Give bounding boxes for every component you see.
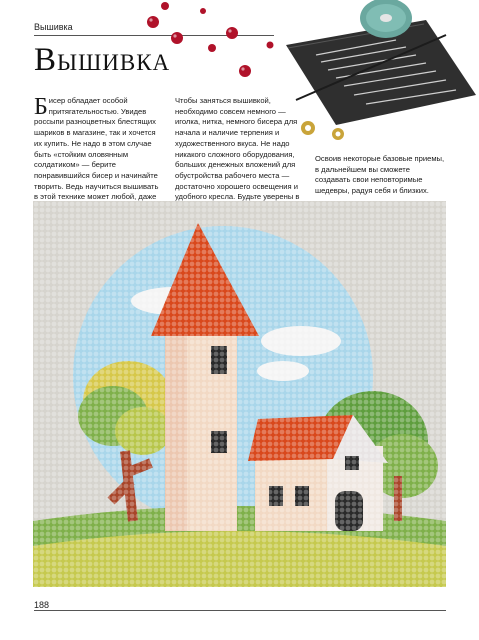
column-2-text: Чтобы заняться вышивкой, необходимо совсем немного — иголка, нитка, немного бисера для начала и наличие терпения и художественного вкуса. Не надо никакого сложного оборудования, больших денежных вложений для обустройства рабочего места — достаточно хорошего освещения и удобного кресла. Будьте уверены в	[175, 96, 300, 202]
footer-rule	[34, 610, 446, 611]
drop-cap: Б	[34, 94, 48, 120]
text-column-1	[34, 96, 162, 214]
section-label: Вышивка	[34, 22, 73, 32]
beaded-house-embroidery-image	[33, 201, 446, 587]
text-column-3	[315, 154, 445, 197]
text-column-2	[175, 96, 303, 214]
page-number: 188	[34, 600, 50, 610]
page-title: Вышивка	[34, 42, 171, 78]
header-rule	[34, 35, 274, 36]
column-1-text: исер обладает особой притягательностью. Увидев россыпи разноцветных блестящих шариков в магазине, так и хочется их купить. Не надо в этом случае быть «стойким оловянным солдатиком» — берите понравившийся бисер и начинайте творить. Ведь научиться вышивать в этой технике может любой, даже	[34, 96, 159, 202]
column-3-text: Освоив некоторые базовые приемы, в дальнейшем вы сможете создавать свои неповторимые шедевры, радуя себя и близких.	[315, 154, 445, 196]
needles-and-thread-image	[276, 0, 479, 155]
